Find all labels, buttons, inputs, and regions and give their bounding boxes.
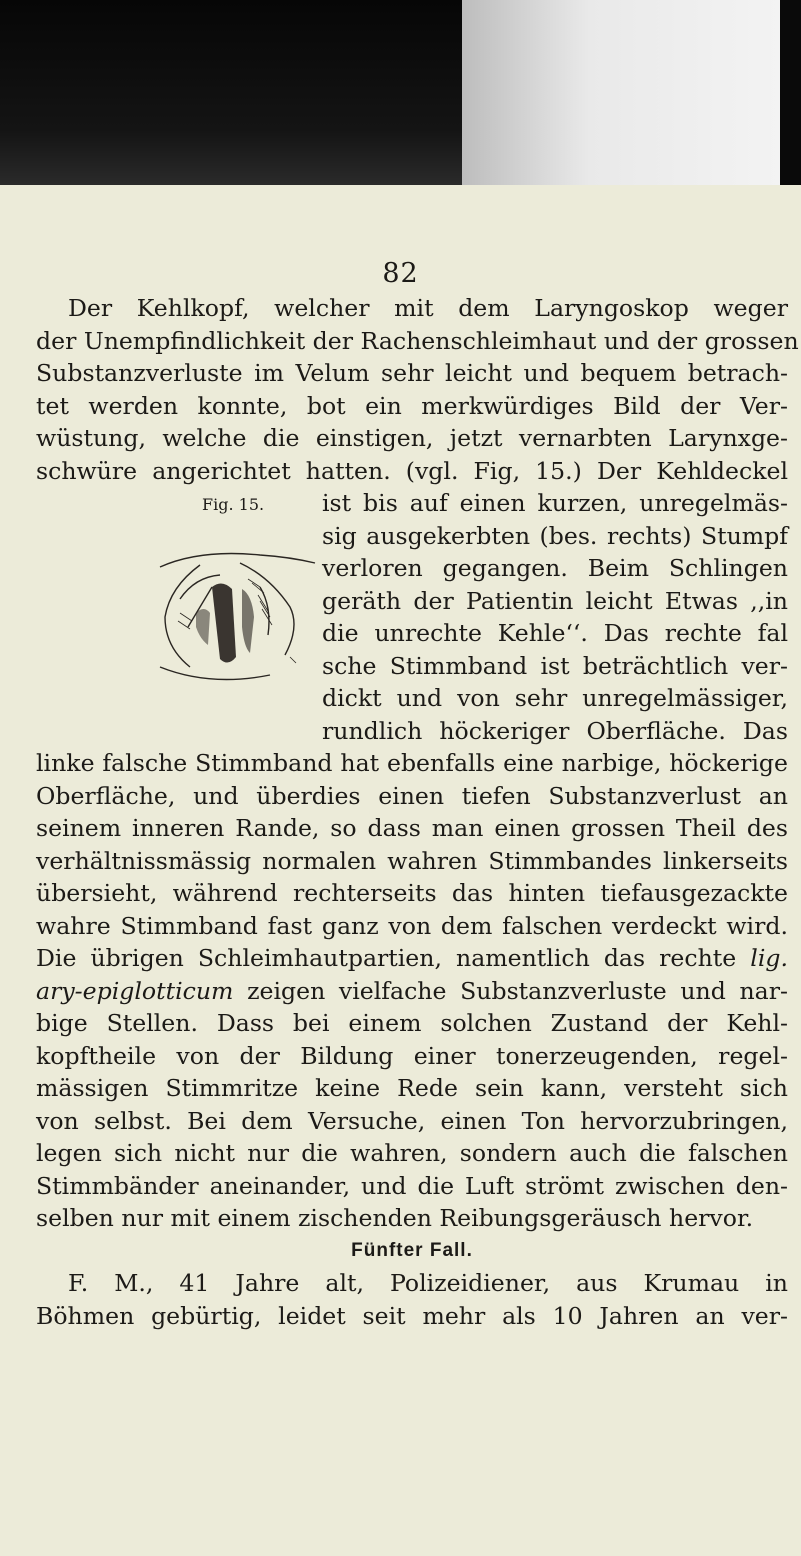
text-line: ist bis auf einen kurzen, unregelmäs- <box>322 489 788 517</box>
text-line: von selbst. Bei dem Versuche, einen Ton hervorzubringen, <box>36 1106 788 1135</box>
text-line: Der Kehlkopf, welcher mit dem Laryngoskop weger <box>68 294 788 322</box>
text-line: wahre Stimmband fast ganz von dem falschen verdeckt wird. <box>36 911 788 940</box>
text-line: geräth der Patientin leicht Etwas ,,in <box>322 586 788 615</box>
text-line: wüstung, welche die einstigen, jetzt vernarbten Larynxge- <box>36 424 788 452</box>
text-line: seinem inneren Rande, so dass man einen grossen Theil des <box>36 814 788 842</box>
text-line: der Unempfindlichkeit der Rachenschleimhaut und der grossen <box>36 326 799 355</box>
scan-light-patch <box>462 0 780 185</box>
italic-term: ary-epiglotticum <box>36 976 234 1005</box>
page-number: 82 <box>382 258 419 289</box>
text-line: Stimmbänder aneinander, und die Luft strömt zwischen den- <box>36 1171 788 1200</box>
text-line: bige Stellen. Dass bei einem solchen Zustand der Kehl- <box>36 1009 788 1037</box>
text-line: tet werden konnte, bot ein merkwürdiges Bild der Ver- <box>36 391 788 420</box>
text-line: rundlich höckeriger Oberfläche. Das <box>322 716 788 745</box>
italic-term: lig. <box>750 944 788 972</box>
scan-dark-margin <box>0 0 801 185</box>
text-line <box>36 942 788 975</box>
scan-edge <box>780 0 801 185</box>
text-line: sig ausgekerbten (bes. rechts) Stumpf <box>322 521 788 550</box>
text-line: Substanzverluste im Velum sehr leicht und bequem betrach- <box>36 359 788 387</box>
text-line: kopftheile von der Bildung einer tonerzeugenden, regel- <box>36 1041 788 1070</box>
text-line: dickt und von sehr unregelmässiger, <box>322 684 788 712</box>
text-line: verhältnissmässig normalen wahren Stimmbandes linkerseits <box>36 846 788 875</box>
text-span: zeigen vielfache Substanzverluste und nar- <box>247 976 789 1005</box>
section-heading: Fünfter Fall. <box>351 1239 473 1261</box>
text-line: sche Stimmband ist beträchtlich ver- <box>322 651 788 680</box>
text-line: Oberfläche, und überdies einen tiefen Substanzverlust an <box>36 781 788 810</box>
text-line: legen sich nicht nur die wahren, sondern auch die falschen <box>36 1139 788 1167</box>
figure-label: Fig. 15. <box>202 495 265 514</box>
text-line: linke falsche Stimmband hat ebenfalls eine narbige, höckerige <box>36 749 788 777</box>
text-line: übersieht, während rechterseits das hinten tiefausgezackte <box>36 879 788 907</box>
text-span: Die übrigen Schleimhautpartien, namentlich das rechte <box>36 944 737 972</box>
text-line <box>36 975 788 1008</box>
text-line: selben nur mit einem zischenden Reibungsgeräusch hervor. <box>36 1204 754 1232</box>
text-line: Böhmen gebürtig, leidet seit mehr als 10 Jahren an ver- <box>36 1301 788 1330</box>
text-line: schwüre angerichtet hatten. (vgl. Fig, 15.) Der Kehldeckel <box>36 456 788 485</box>
text-line: F. M., 41 Jahre alt, Polizeidiener, aus Krumau in <box>68 1269 788 1297</box>
body-text <box>36 292 799 1332</box>
text-line: mässigen Stimmritze keine Rede sein kann, versteht sich <box>36 1074 788 1102</box>
text-line: die unrechte Kehle‘‘. Das rechte fal <box>322 619 788 647</box>
text-line: verloren gegangen. Beim Schlingen <box>322 554 788 582</box>
